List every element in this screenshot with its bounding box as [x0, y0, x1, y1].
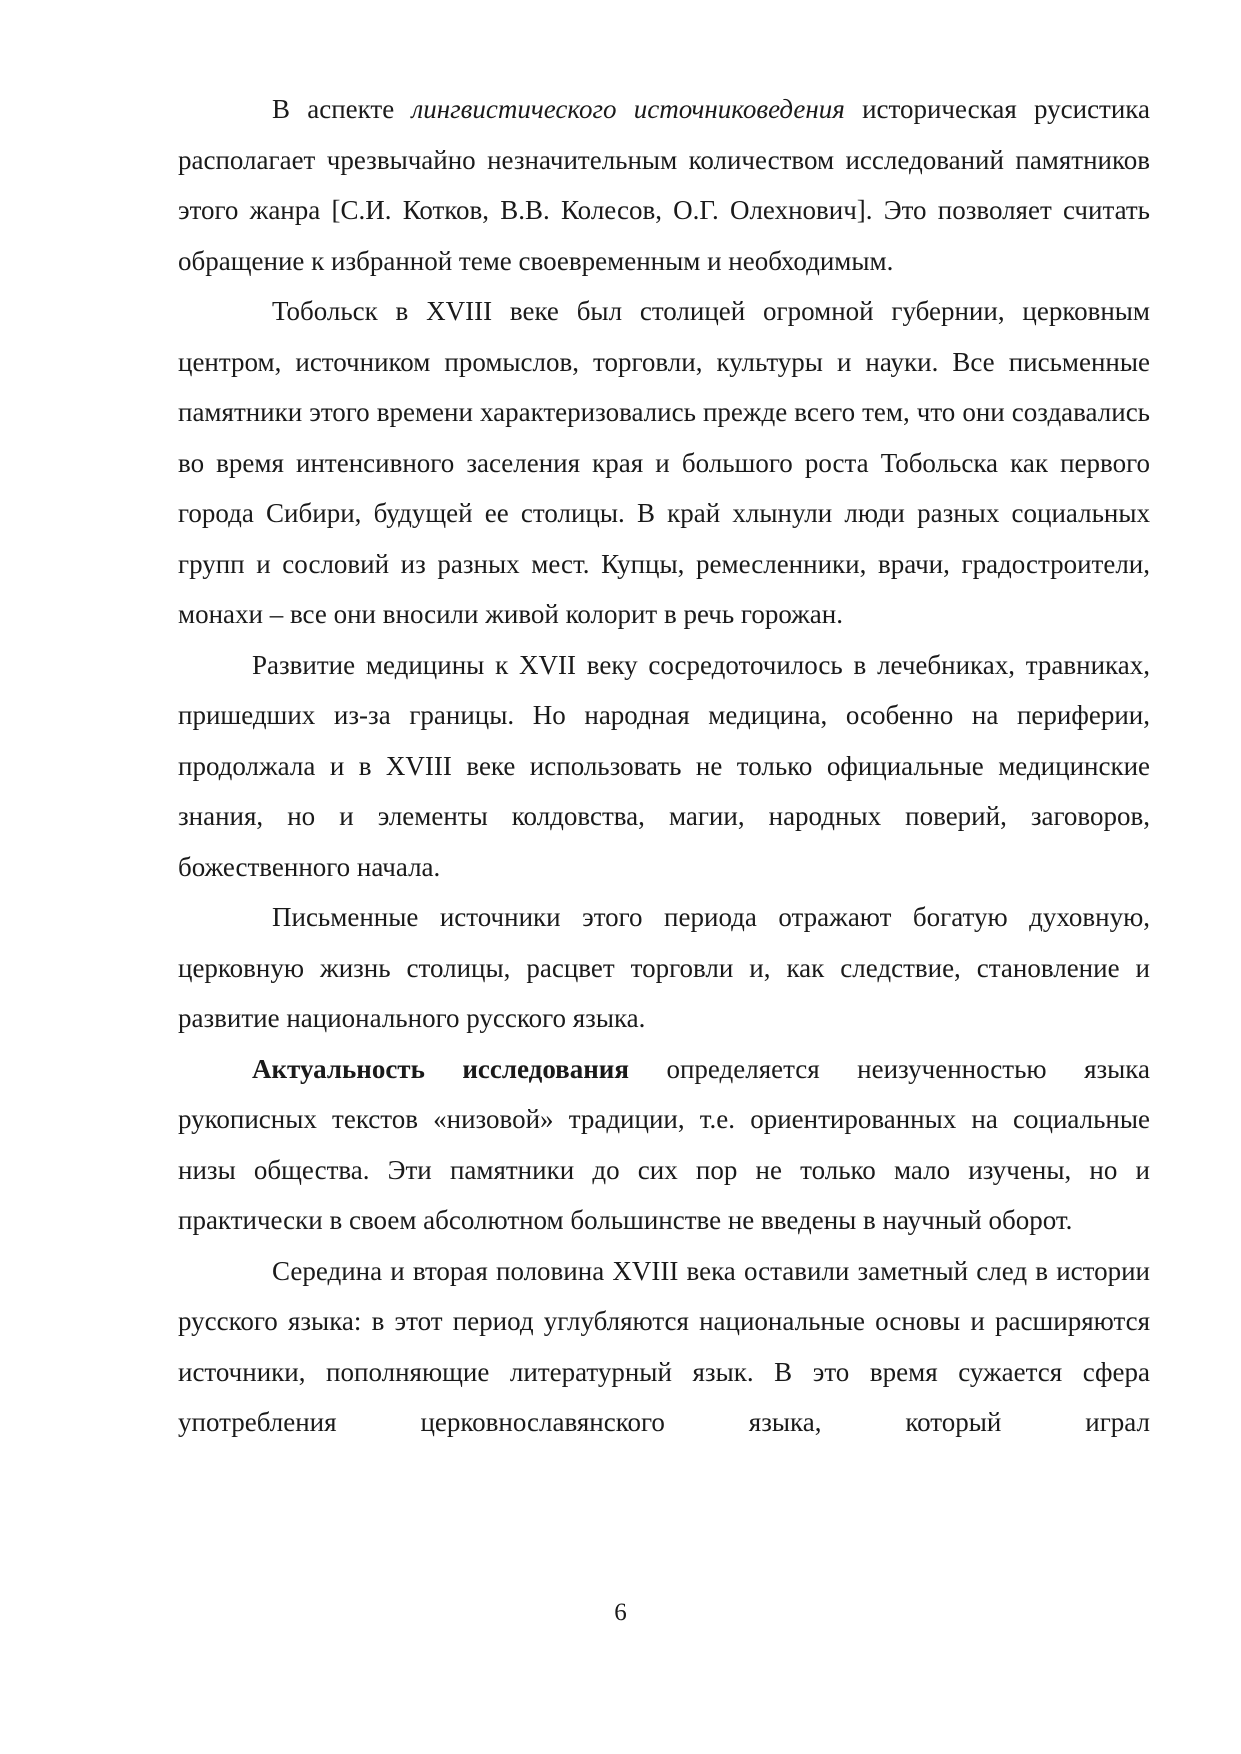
- relevance-heading: Актуальность исследования: [252, 1053, 629, 1084]
- page-number: 6: [614, 1599, 627, 1626]
- body-text: [178, 84, 1150, 1448]
- paragraph-5-rest: определяется неизученностью языка рукописных текстов «низовой» традиции, т.е. ориентированных на социальные низы общества. Эти памятники до сих пор не только мало изучены, но и практически в своем абсолютном большинстве не введены в научный оборот.: [178, 1053, 1150, 1235]
- paragraph-2: Тобольск в XVIII веке был столицей огромной губернии, церковным центром, источником промыслов, торговли, культуры и науки. Все письменные памятники этого времени характеризовались прежде всего тем, что они создавались во время интенсивного заселения края и большого роста Тобольска как первого города Сибири, будущей ее столицы. В край хлынули люди разных социальных групп и сословий из разных мест. Купцы, ремесленники, врачи, градостроители, монахи – все они вносили живой колорит в речь горожан.: [178, 296, 1150, 629]
- paragraph-5: [178, 1044, 1150, 1246]
- paragraph-1: [178, 84, 1150, 286]
- emphasized-term: лингвистического источниковедения: [411, 94, 845, 124]
- paragraph-6: Середина и вторая половина XVIII века оставили заметный след в истории русского языка: в этот период углубляются национальные основы и расширяются источники, пополняющие литературный язык. В это время сужается сфера употребления церковнославянского языка, который играл: [178, 1255, 1150, 1437]
- paragraph-1-rest: историческая русистика располагает чрезвычайно незначительным количеством исследований памятников этого жанра [С.И. Котков, В.В. Колесов, О.Г. Олехнович]. Это позволяет считать обращение к избранной теме своевременным и необходимым.: [178, 94, 1150, 276]
- paragraph-4: Письменные источники этого периода отражают богатую духовную, церковную жизнь столицы, расцвет торговли и, как следствие, становление и развитие национального русского языка.: [178, 902, 1150, 1033]
- paragraph-3: Развитие медицины к XVII веку сосредоточилось в лечебниках, травниках, пришедших из-за границы. Но народная медицина, особенно на периферии, продолжала и в XVIII веке использовать не только официальные медицинские знания, но и элементы колдовства, магии, народных поверий, заговоров, божественного начала.: [178, 649, 1150, 882]
- paragraph-1-lead: В аспекте: [272, 94, 412, 124]
